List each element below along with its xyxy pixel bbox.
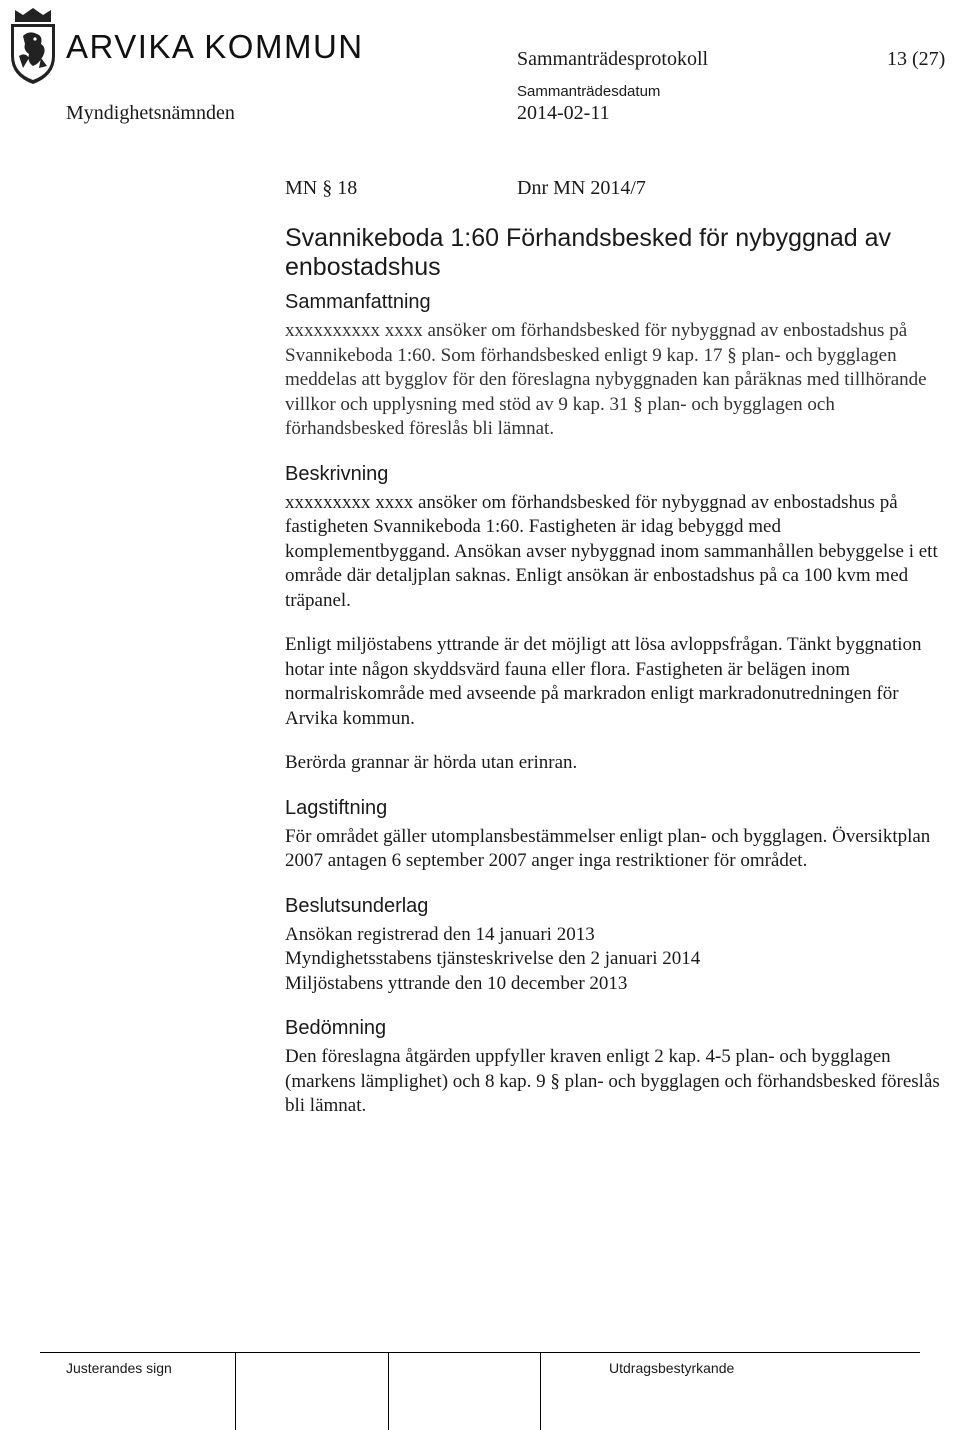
section-heading-bedomning: Bedömning [285,1017,387,1039]
committee-name: Myndighetsnämnden [66,102,235,124]
section-sammanfattning [285,290,945,442]
section-lagstiftning [285,796,945,874]
beskrivning-paragraph-3: Berörda grannar är hörda utan erinran. [285,752,578,773]
footer-column-divider [235,1352,236,1430]
beslutsunderlag-item: Ansökan registrerad den 14 januari 2013 [285,923,595,945]
sammanfattning-text: xxxxxxxxxx xxxx ansöker om förhandsbesked för nybyggnad av enbostadshus på Svannikeboda 1:60. Som förhandsbesked enligt 9 kap. 17 § plan- och bygglagen meddelas att bygglov för den föreslagna nybyggnaden kan påräknas med tillhörande villkor och upplysning med stöd av 9 kap. 31 § plan- och bygglagen och förhandsbesked föreslås bli lämnat. [285,320,927,439]
section-beslutsunderlag [285,894,945,997]
case-dnr: Dnr MN 2014/7 [517,177,646,199]
footer-sign-label: Justerandes sign [66,1360,172,1376]
beskrivning-paragraph-2: Enligt miljöstabens yttrande är det möjligt att lösa avloppsfrågan. Tänkt byggnation hotar inte någon skyddsvärd fauna eller flora. Fastigheten är belägen inom normalriskområde med avseende på markradon enligt markradonutredningen för Arvika kommun. [285,634,922,729]
section-beskrivning [285,462,945,776]
beskrivning-paragraph-1: xxxxxxxxx xxxx ansöker om förhandsbesked för nybyggnad av enbostadshus på fastigheten Svannikeboda 1:60. Fastigheten är idag bebyggd med komplementbyggand. Ansökan avser nybyggnad inom sammanhållen bebyggelse i ett område där detaljplan saknas. Enligt ansökan är enbostadshus på ca 100 kvm med träpanel. [285,491,938,611]
organization-name: ARVIKA KOMMUN [66,28,364,65]
section-bedomning [285,1016,945,1119]
lagstiftning-text: För området gäller utomplansbestämmelser enligt plan- och bygglagen. Översiktplan 2007 antagen 6 september 2007 anger inga restriktioner för området. [285,825,931,871]
meeting-date-value: 2014-02-11 [517,102,610,124]
footer-divider [40,1352,920,1353]
footer-column-divider [388,1352,389,1430]
footer-column-divider [540,1352,541,1430]
beslutsunderlag-item: Myndighetsstabens tjänsteskrivelse den 2 januari 2014 [285,948,701,969]
section-heading-beslutsunderlag: Beslutsunderlag [285,894,429,917]
section-heading-lagstiftning: Lagstiftning [285,796,388,819]
case-title: Svannikeboda 1:60 Förhandsbesked för nybyggnad av enbostadshus [285,224,891,281]
section-heading-beskrivning: Beskrivning [285,462,389,485]
meeting-date-label: Sammanträdesdatum [517,83,661,100]
section-heading-sammanfattning: Sammanfattning [285,291,431,313]
case-number: MN § 18 [285,177,358,199]
document-type: Sammanträdesprotokoll [517,48,709,70]
arvika-coat-of-arms-icon [5,6,61,86]
document-body [285,224,945,1139]
page-number: 13 (27) [887,48,946,70]
bedomning-text: Den föreslagna åtgärden uppfyller kraven enligt 2 kap. 4-5 plan- och bygglagen (markens lämplighet) och 8 kap. 9 § plan- och bygglagen och förhandsbesked föreslås bli lämnat. [285,1046,940,1116]
footer-extract-label: Utdragsbestyrkande [609,1360,735,1376]
beslutsunderlag-item: Miljöstabens yttrande den 10 december 2013 [285,972,628,994]
